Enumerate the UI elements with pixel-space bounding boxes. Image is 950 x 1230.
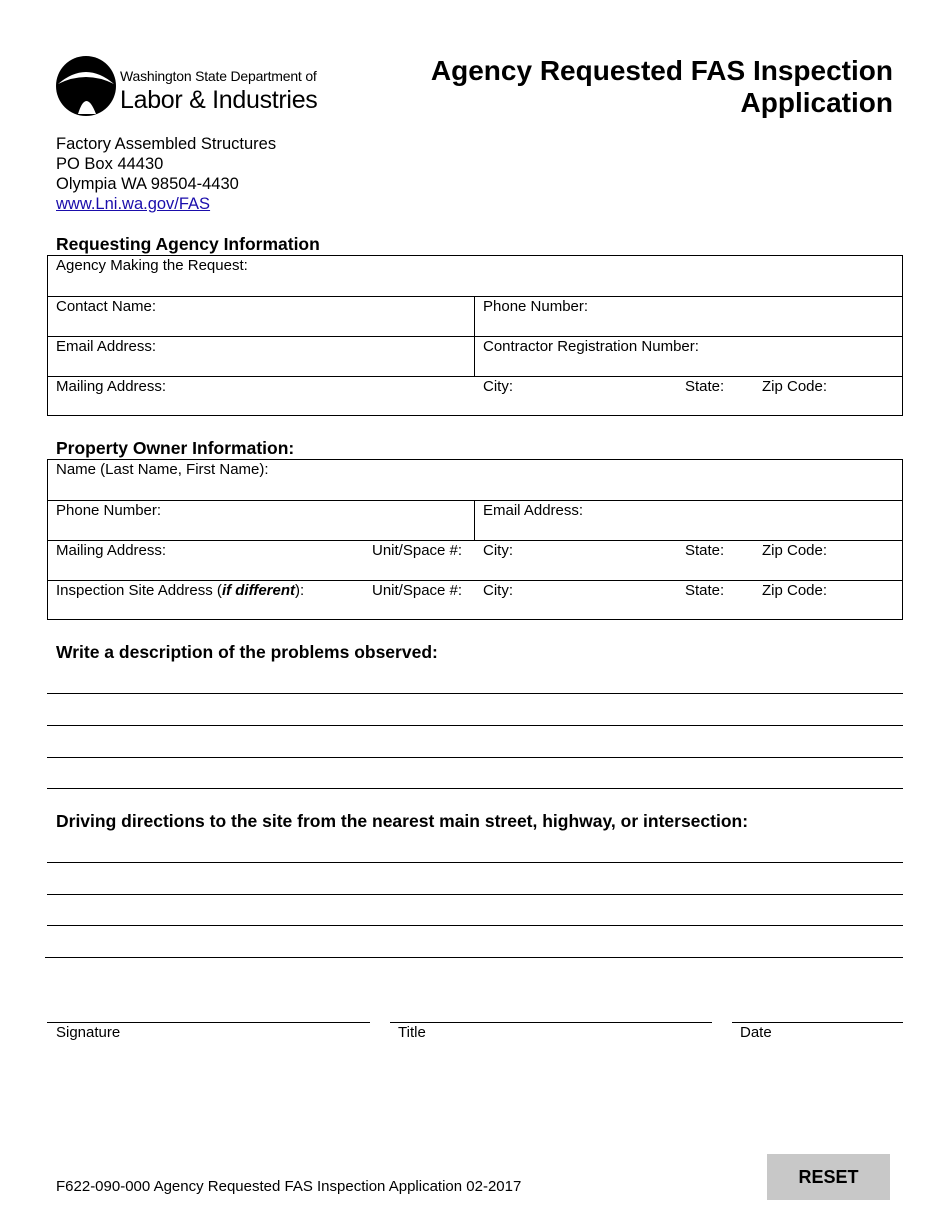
description-line[interactable] xyxy=(47,693,903,694)
program-name: Factory Assembled Structures xyxy=(56,135,277,153)
inspection-site-row xyxy=(48,580,902,620)
agency-mailing-row xyxy=(48,376,902,416)
agency-city-label: City: xyxy=(483,378,513,395)
signature-line[interactable] xyxy=(47,1022,370,1023)
property-owner-box xyxy=(47,459,903,620)
directions-line[interactable] xyxy=(47,862,903,863)
title-line[interactable] xyxy=(390,1022,712,1023)
reset-button[interactable]: RESET xyxy=(767,1154,890,1200)
owner-mailing-row xyxy=(48,540,902,580)
description-line[interactable] xyxy=(47,725,903,726)
requesting-agency-heading: Requesting Agency Information xyxy=(56,234,320,254)
logo-agency-text: Labor & Industries xyxy=(120,86,318,114)
directions-line[interactable] xyxy=(47,894,903,895)
site-zip-label: Zip Code: xyxy=(762,582,828,599)
inspection-site-label: Inspection Site Address (if different): xyxy=(56,582,305,599)
owner-zip-label: Zip Code: xyxy=(762,542,828,559)
column-divider xyxy=(474,297,475,336)
agency-name-label: Agency Making the Request: xyxy=(56,257,248,274)
site-city-label: City: xyxy=(483,582,513,599)
owner-mailing-label: Mailing Address: xyxy=(56,542,167,559)
owner-contact-row xyxy=(48,500,902,540)
owner-state-label: State: xyxy=(685,542,725,559)
owner-unit-label: Unit/Space #: xyxy=(372,542,463,559)
agency-name-row[interactable] xyxy=(48,256,902,296)
site-unit-label: Unit/Space #: xyxy=(372,582,463,599)
owner-city-label: City: xyxy=(483,542,513,559)
title-label: Title xyxy=(398,1024,426,1041)
property-owner-heading: Property Owner Information: xyxy=(56,438,295,458)
po-box: PO Box 44430 xyxy=(56,155,164,173)
contact-name-label: Contact Name: xyxy=(56,298,157,315)
agency-logo xyxy=(56,54,326,118)
mailing-address-block xyxy=(56,134,276,214)
signature-label: Signature xyxy=(56,1024,121,1041)
owner-name-label: Name (Last Name, First Name): xyxy=(56,461,269,478)
description-heading: Write a description of the problems observed: xyxy=(56,642,438,662)
requesting-agency-box xyxy=(47,255,903,416)
agency-mailing-label: Mailing Address: xyxy=(56,378,167,395)
column-divider xyxy=(474,501,475,540)
date-label: Date xyxy=(740,1024,772,1041)
owner-email-label: Email Address: xyxy=(483,502,584,519)
city-state-zip: Olympia WA 98504-4430 xyxy=(56,175,239,193)
date-line[interactable] xyxy=(732,1022,903,1023)
form-identifier: F622-090-000 Agency Requested FAS Inspection Application 02-2017 xyxy=(56,1178,522,1195)
agency-email-label: Email Address: xyxy=(56,338,157,355)
agency-phone-label: Phone Number: xyxy=(483,298,589,315)
agency-zip-label: Zip Code: xyxy=(762,378,828,395)
description-line[interactable] xyxy=(47,788,903,789)
contact-row xyxy=(48,296,902,336)
logo-department-text: Washington State Department of xyxy=(120,68,317,84)
form-title xyxy=(373,55,893,119)
form-title-line1: Agency Requested FAS Inspection xyxy=(430,55,893,86)
column-divider xyxy=(474,337,475,376)
directions-heading: Driving directions to the site from the nearest main street, highway, or intersection: xyxy=(56,811,749,831)
owner-phone-label: Phone Number: xyxy=(56,502,162,519)
owner-name-row[interactable] xyxy=(48,460,902,500)
website-link[interactable]: www.Lni.wa.gov/FAS xyxy=(56,195,211,213)
directions-line[interactable] xyxy=(47,925,903,926)
lni-logo-icon xyxy=(56,54,118,118)
email-row xyxy=(48,336,902,376)
description-line[interactable] xyxy=(47,757,903,758)
site-state-label: State: xyxy=(685,582,725,599)
form-title-line2: Application xyxy=(740,87,893,118)
agency-state-label: State: xyxy=(685,378,725,395)
contractor-registration-label: Contractor Registration Number: xyxy=(483,338,699,355)
directions-line[interactable] xyxy=(45,957,903,958)
